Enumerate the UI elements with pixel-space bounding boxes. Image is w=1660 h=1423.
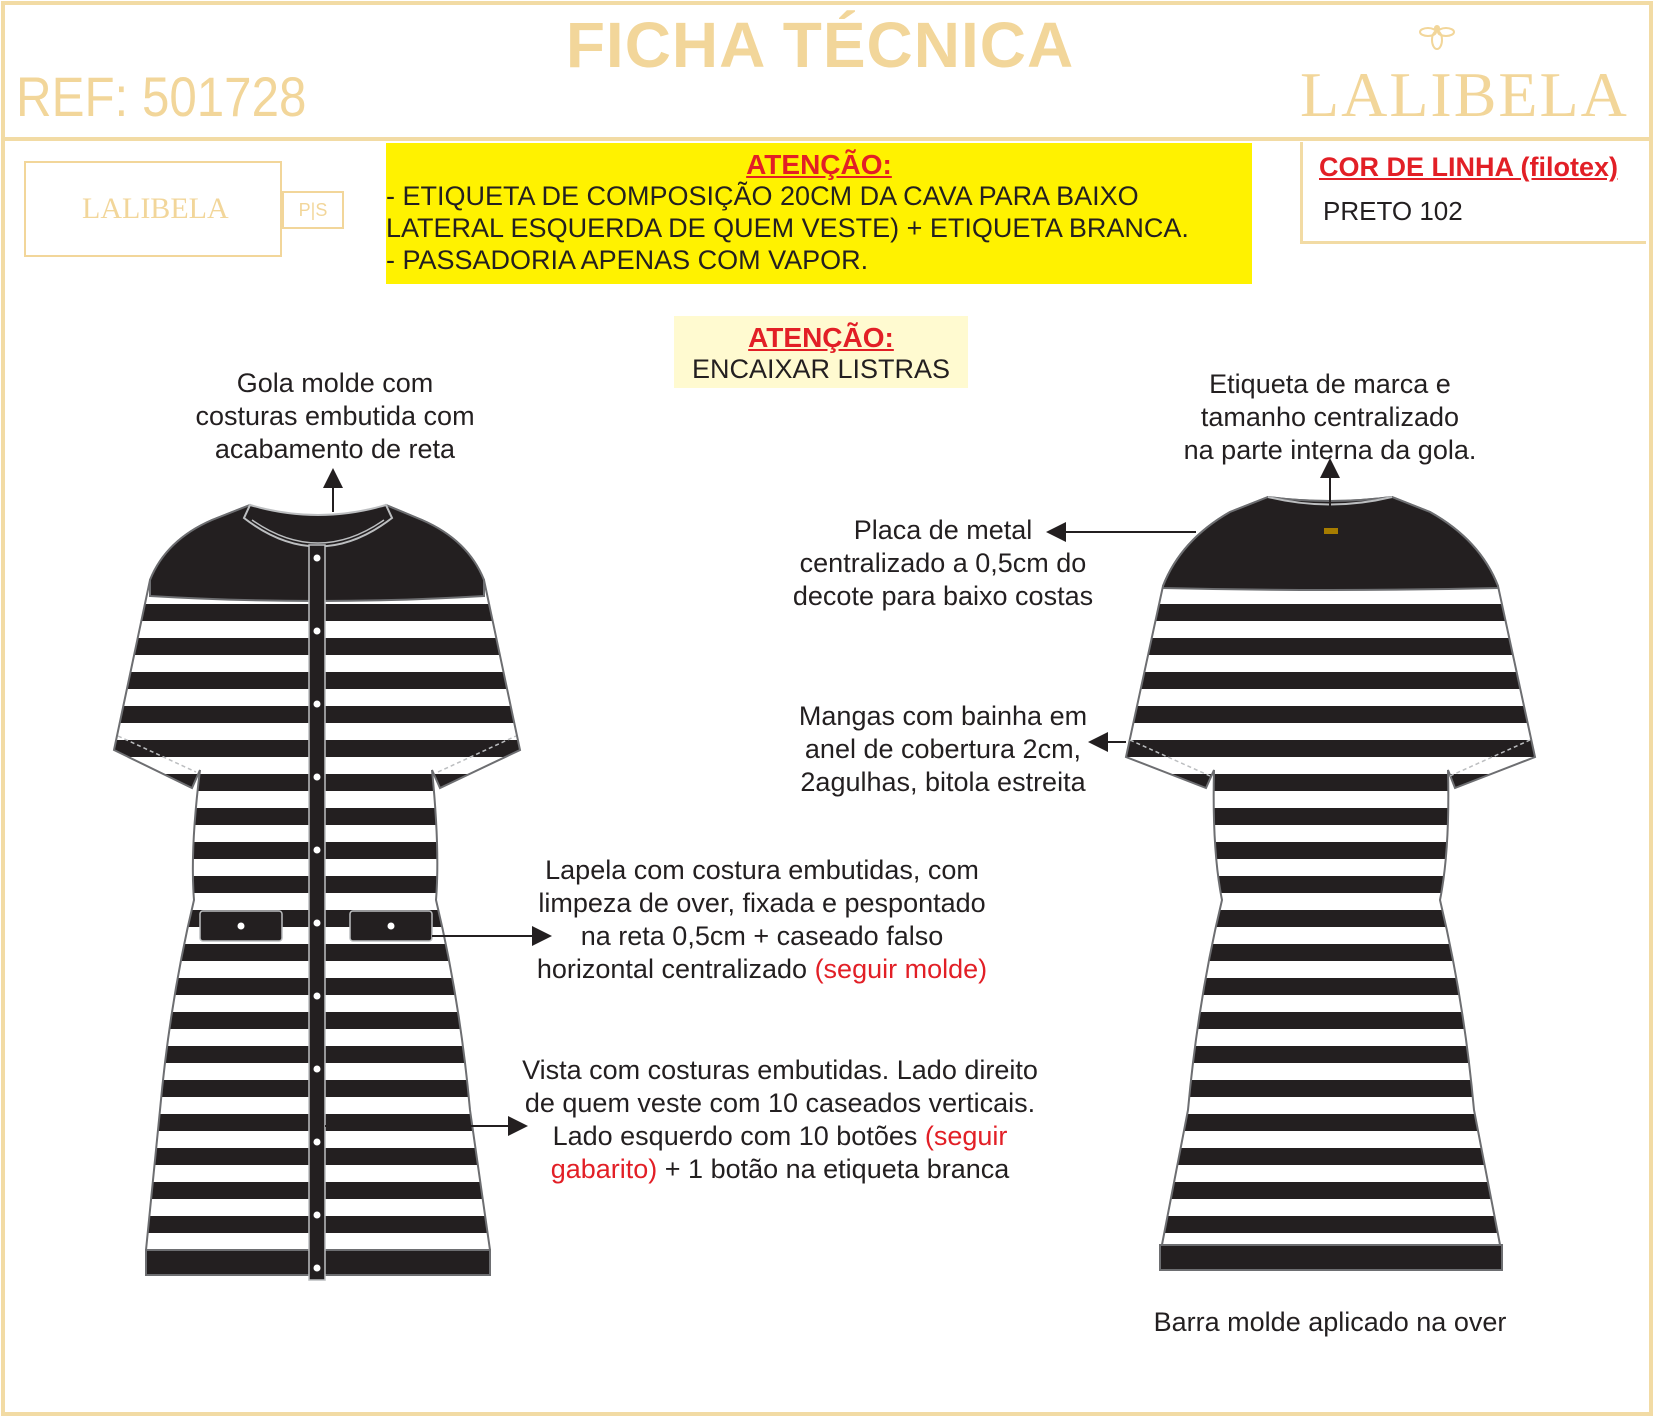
button bbox=[314, 701, 321, 708]
note-line: tamanho centralizado bbox=[1200, 402, 1460, 432]
attention-line: LATERAL ESQUERDA DE QUEM VESTE) + ETIQUETA BRANCA. bbox=[386, 213, 1189, 243]
note-line: costuras embutida com bbox=[195, 401, 475, 431]
thread-color-title: COR DE LINHA (filotex) bbox=[1319, 152, 1618, 182]
note-text: horizontal centralizado bbox=[536, 954, 808, 984]
front-placket bbox=[309, 545, 325, 1280]
note-text: Lado esquerdo com 10 botões bbox=[552, 1121, 918, 1151]
note-text: + 1 botão na etiqueta branca bbox=[664, 1154, 1010, 1184]
note-line: Placa de metal bbox=[853, 515, 1033, 545]
metal-plate bbox=[1324, 528, 1338, 534]
back-dress-body bbox=[1126, 497, 1535, 1268]
attention-line: - PASSADORIA APENAS COM VAPOR. bbox=[386, 245, 869, 275]
brand-logo: LALIBELA bbox=[1300, 59, 1629, 130]
button bbox=[314, 628, 321, 635]
button bbox=[314, 1139, 321, 1146]
note-line: na reta 0,5cm + caseado falso bbox=[580, 921, 944, 951]
back-dress-drawing bbox=[1126, 497, 1535, 1270]
note-line: acabamento de reta bbox=[214, 434, 456, 464]
page-title: FICHA TÉCNICA bbox=[565, 9, 1075, 81]
pocket-button bbox=[238, 923, 245, 930]
button bbox=[314, 774, 321, 781]
note-line: anel de cobertura 2cm, bbox=[804, 734, 1082, 764]
button bbox=[314, 555, 321, 562]
note-line: na parte interna da gola. bbox=[1183, 435, 1477, 465]
button bbox=[314, 920, 321, 927]
button bbox=[314, 993, 321, 1000]
stripes-attention-title: ATENÇÃO: bbox=[748, 322, 894, 353]
attention-line: - ETIQUETA DE COMPOSIÇÃO 20CM DA CAVA PARA BAIXO bbox=[386, 181, 1139, 211]
back-yoke bbox=[1163, 497, 1498, 590]
reference-code: REF: 501728 bbox=[16, 65, 307, 128]
front-dress-drawing bbox=[114, 505, 520, 1280]
note-line: Gola molde com bbox=[236, 368, 434, 398]
hem-note: Barra molde aplicado na over bbox=[1153, 1307, 1507, 1337]
note-red-text: gabarito) bbox=[550, 1154, 658, 1184]
note-red-text: (seguir molde) bbox=[814, 954, 988, 984]
button bbox=[314, 1265, 321, 1272]
attention-title: ATENÇÃO: bbox=[746, 149, 892, 180]
pocket-button bbox=[388, 923, 395, 930]
label-brand-text: LALIBELA bbox=[82, 192, 229, 225]
note-line: Vista com costuras embutidas. Lado direito bbox=[522, 1055, 1038, 1085]
note-red-text: (seguir bbox=[924, 1121, 1008, 1151]
note-line: Mangas com bainha em bbox=[798, 701, 1088, 731]
stripes-attention-text: ENCAIXAR LISTRAS bbox=[691, 354, 951, 384]
note-line: decote para baixo costas bbox=[792, 581, 1094, 611]
button bbox=[314, 1212, 321, 1219]
note-line: de quem veste com 10 caseados verticais. bbox=[524, 1088, 1036, 1118]
note-line: centralizado a 0,5cm do bbox=[799, 548, 1087, 578]
thread-color-value: PRETO 102 bbox=[1323, 196, 1463, 226]
button bbox=[314, 1066, 321, 1073]
note-line: Lapela com costura embutidas, com bbox=[545, 855, 979, 885]
note-line: Etiqueta de marca e bbox=[1209, 369, 1451, 399]
back-hem-band bbox=[1160, 1245, 1502, 1270]
size-label: P|S bbox=[282, 191, 344, 229]
button bbox=[314, 847, 321, 854]
note-line: limpeza de over, fixada e pespontado bbox=[538, 888, 986, 918]
note-line: 2agulhas, bitola estreita bbox=[800, 767, 1086, 797]
